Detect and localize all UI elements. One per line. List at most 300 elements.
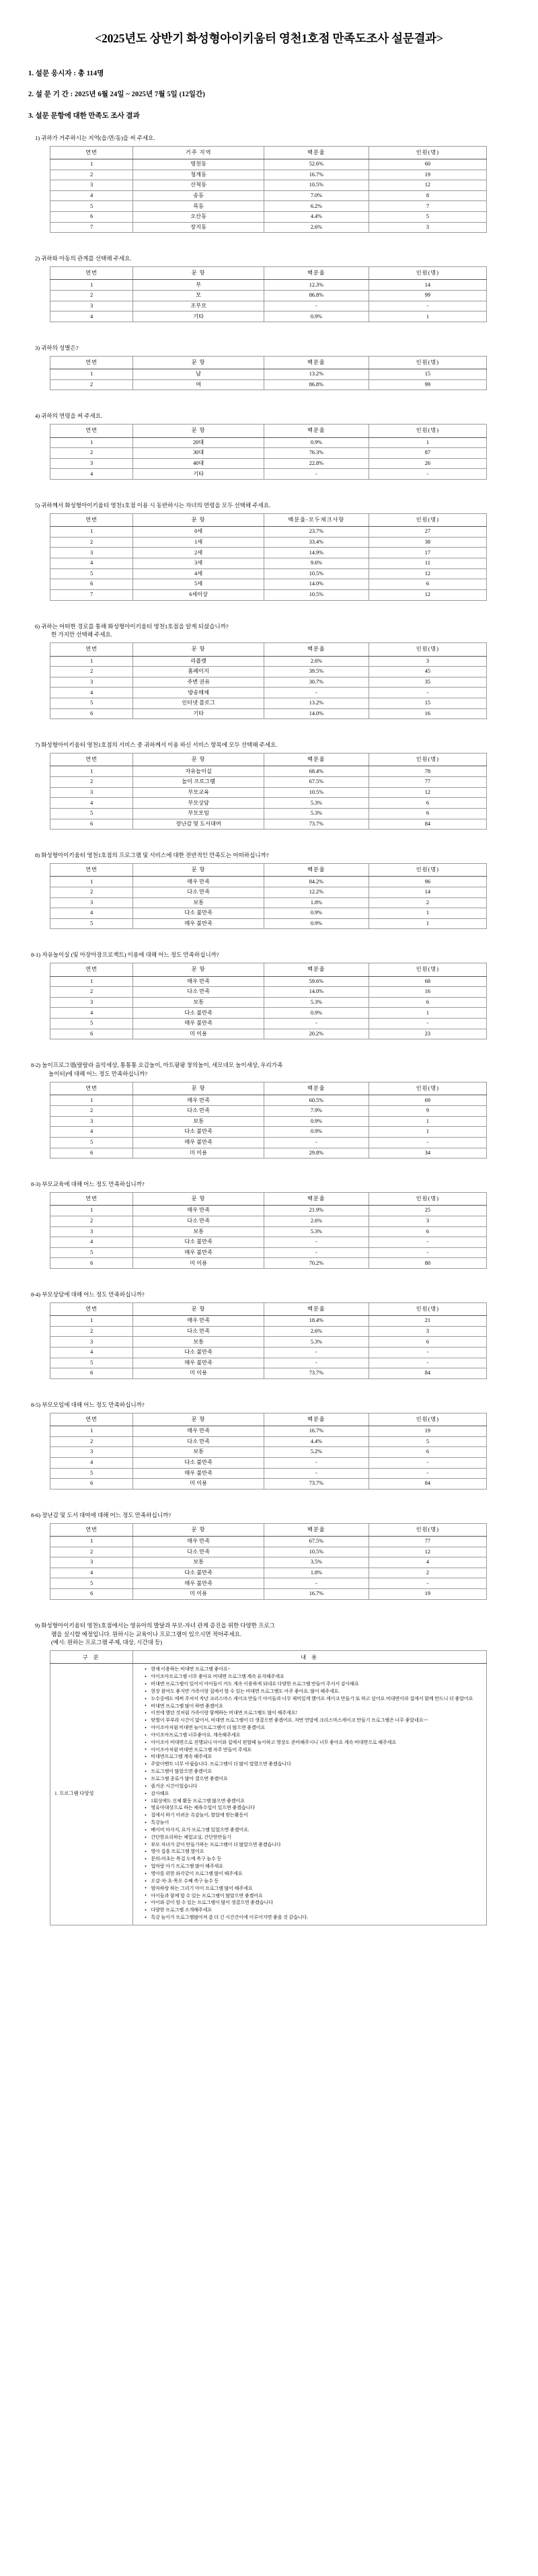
question-text-q3	[28, 344, 510, 353]
column-header-percent: 백분율	[264, 1523, 369, 1536]
table-row	[50, 1206, 487, 1216]
cell-item: 매우 불만족	[133, 1137, 264, 1148]
column-header-count: 인원(명)	[369, 1413, 486, 1426]
cell-item: 기타	[133, 469, 264, 480]
cell-percent: -	[264, 1468, 369, 1479]
column-header-percent: 백분율	[264, 356, 369, 369]
cell-count: 6	[369, 579, 486, 590]
column-header-count: 인원(명)	[369, 1193, 486, 1206]
table-row	[50, 918, 487, 929]
cell-item: 인터넷 블로그	[133, 698, 264, 709]
cell-count: 19	[369, 170, 486, 180]
comment-item: ● 아이들과 함께 할 수 있는 프로그램이 많았으면 좋겠어요	[145, 1892, 482, 1899]
question-text-q1	[28, 134, 510, 143]
block-spacer	[28, 1050, 510, 1061]
question-text-line: 6) 귀하는 어떠한 경로를 통해 화성형아이키움터 영천1호점을 알게 되셨습니까?	[35, 622, 229, 630]
result-table-q8-5	[50, 1413, 487, 1489]
cell-no: 6	[50, 1479, 133, 1489]
table-row	[50, 291, 487, 301]
cell-percent: 52.6%	[264, 159, 369, 170]
cell-percent: 2.6%	[264, 222, 369, 233]
table-row	[50, 1468, 487, 1479]
cell-no: 4	[50, 908, 133, 919]
cell-percent: 68.4%	[264, 766, 369, 777]
cell-no: 4	[50, 1568, 133, 1578]
column-header-percent: 백분율	[264, 643, 369, 656]
cell-no: 5	[50, 201, 133, 212]
question-text-line: 8-5) 부모모임에 대해 어느 정도 만족하십니까?	[31, 1401, 145, 1408]
cell-item: 다소 만족	[133, 1326, 264, 1337]
cell-count: 1	[369, 1116, 486, 1127]
cell-count: 4	[369, 1557, 486, 1568]
table-header-row	[50, 643, 487, 656]
result-table-q3	[50, 356, 487, 391]
question-text-continuation: 한 가지만 선택해 주세요.	[51, 631, 112, 638]
column-header-item: 문 항	[133, 753, 264, 766]
table-row	[50, 1258, 487, 1269]
cell-count: 1	[369, 908, 486, 919]
comment-item: ● 비대면프로그램 계속 해주세요	[145, 1753, 482, 1760]
table-header-row	[50, 267, 487, 280]
table-row	[50, 1436, 487, 1447]
cell-percent: 60.5%	[264, 1095, 369, 1106]
cell-percent: 2.6%	[264, 656, 369, 667]
cell-item: 보통	[133, 1116, 264, 1127]
cell-item: 보통	[133, 997, 264, 1008]
cell-item: 장지동	[133, 222, 264, 233]
table-row	[50, 1316, 487, 1327]
cell-no: 2	[50, 1216, 133, 1226]
cell-count: 16	[369, 708, 486, 719]
cell-no: 3	[50, 1447, 133, 1458]
cell-percent: 7.9%	[264, 1106, 369, 1117]
comment-item: ● 영아를 위한 와각같이 프로그램 많이 해주세요	[145, 1870, 482, 1877]
cell-no: 1	[50, 656, 133, 667]
table-row	[50, 558, 487, 569]
cell-item: 방송매체	[133, 688, 264, 698]
result-table-q8-2	[50, 1082, 487, 1158]
comment-item: ● 아이조아처럼 비대면 놀이프로그램이 더 많으면 좋겠어요	[145, 1724, 482, 1731]
cell-item: 매우 만족	[133, 1206, 264, 1216]
column-header-division: 구 분	[50, 1651, 133, 1664]
cell-no: 6	[50, 579, 133, 590]
cell-no: 3	[50, 548, 133, 558]
table-row	[50, 677, 487, 688]
column-header-item: 문 항	[133, 356, 264, 369]
table-row	[50, 280, 487, 291]
cell-count: 11	[369, 558, 486, 569]
cell-item: 매우 만족	[133, 1536, 264, 1547]
column-header-item: 문 항	[133, 513, 264, 526]
cell-no: 3	[50, 897, 133, 908]
table-row	[50, 908, 487, 919]
cell-count: 80	[369, 1258, 486, 1269]
cell-no: 4	[50, 1008, 133, 1019]
question-text-q9-line3: (예시: 원하는 프로그램 주제, 대상, 시간대 등)	[51, 1639, 163, 1646]
cell-item: 30대	[133, 448, 264, 459]
comment-item: ● 비대면 프로그램이 있어서 아이들이 커도 계속 이용하게 되네요 다양한 프로그램 만들어 주서서 감사해요	[145, 1681, 482, 1687]
question-text-q5	[28, 501, 510, 510]
cell-count: 77	[369, 1536, 486, 1547]
cell-no: 2	[50, 1326, 133, 1337]
comment-item: ● 아이조아처럼 비대면 프로그램 자주 만들어 주세요	[145, 1746, 482, 1753]
cell-percent: 0.9%	[264, 437, 369, 448]
cell-item: 다소 불만족	[133, 1127, 264, 1138]
cell-percent: 18.4%	[264, 1316, 369, 1327]
question-text-line: 7) 화성형아이키움터 영천1호점의 서비스 중 귀하께서 이용 하신 서비스 항목에 모두 선택해 주세요.	[35, 741, 278, 749]
block-spacer	[28, 490, 510, 501]
table-row	[50, 1216, 487, 1226]
cell-count: 6	[369, 1337, 486, 1348]
cell-item: 미 이용	[133, 1589, 264, 1600]
cell-count: 14	[369, 887, 486, 897]
result-table-q8-4	[50, 1302, 487, 1379]
cell-percent: 67.5%	[264, 777, 369, 788]
cell-count: 38	[369, 537, 486, 548]
table-header-row	[50, 963, 487, 976]
cell-percent: 29.8%	[264, 1148, 369, 1158]
table-row	[50, 1547, 487, 1557]
table-row	[50, 1447, 487, 1458]
column-header-no: 연번	[50, 1523, 133, 1536]
question-text-line: 3) 귀하의 성별은?	[35, 344, 79, 351]
question-text-line: 8-3) 부모교육에 대해 어느 정도 만족하십니까?	[31, 1181, 145, 1188]
cell-no: 2	[50, 291, 133, 301]
cell-count: 5	[369, 212, 486, 223]
result-table-q4	[50, 424, 487, 480]
table-row	[50, 1116, 487, 1127]
cell-percent: 59.6%	[264, 976, 369, 987]
table-row	[50, 527, 487, 538]
cell-item: 매우 만족	[133, 976, 264, 987]
cell-item: 매우 불만족	[133, 1247, 264, 1258]
comment-item: ● 아이와 같이 할 수 있는 프로그램이 많이 생겼으면 좋겠습니다	[145, 1899, 482, 1906]
cell-no: 2	[50, 170, 133, 180]
question-text-q2	[28, 254, 510, 263]
column-header-item: 문 항	[133, 963, 264, 976]
column-header-count: 인원(명)	[369, 425, 486, 437]
comment-item: ● 오감·차·초·목오 수째 축구 놀수 등	[145, 1878, 482, 1884]
table-row	[50, 708, 487, 719]
cell-item: 보통	[133, 1447, 264, 1458]
table-row	[50, 170, 487, 180]
cell-count: -	[369, 1457, 486, 1468]
cell-count: 3	[369, 222, 486, 233]
cell-count: 1	[369, 918, 486, 929]
cell-percent: 5.3%	[264, 1337, 369, 1348]
cell-percent: 4.4%	[264, 1436, 369, 1447]
column-header-no: 연번	[50, 1193, 133, 1206]
table-row	[50, 1137, 487, 1148]
table-row	[50, 1337, 487, 1348]
cell-item: 장난감 및 도서대여	[133, 819, 264, 830]
cell-no: 1	[50, 1426, 133, 1437]
cell-no: 1	[50, 159, 133, 170]
question-block-q8-5	[28, 1401, 510, 1489]
cell-item: 매우 불만족	[133, 1019, 264, 1029]
column-header-no: 연번	[50, 267, 133, 280]
table-row	[50, 469, 487, 480]
cell-count: 12	[369, 589, 486, 600]
cell-no: 5	[50, 1578, 133, 1589]
cell-item: 다소 불만족	[133, 1348, 264, 1358]
question-block-q8-6	[28, 1511, 510, 1600]
column-header-no: 연번	[50, 513, 133, 526]
column-header-no: 연번	[50, 753, 133, 766]
cell-item: 매우 만족	[133, 1316, 264, 1327]
cell-no: 2	[50, 887, 133, 897]
table-row	[50, 987, 487, 998]
comment-item: ● 현장 참여도 좋지만 가족이랑 집에서 할 수 있는 비대면 프로그램도 아주 좋아요. 많이 해주세요.	[145, 1688, 482, 1695]
question-block-q3	[28, 344, 510, 390]
block-spacer	[28, 401, 510, 412]
cell-no: 4	[50, 558, 133, 569]
cell-no: 2	[50, 987, 133, 998]
cell-percent: 16.7%	[264, 1426, 369, 1437]
cell-no: 4	[50, 469, 133, 480]
cell-no: 6	[50, 1029, 133, 1039]
table-row	[50, 589, 487, 600]
result-table-q6	[50, 642, 487, 719]
cell-percent: 86.8%	[264, 379, 369, 390]
cell-percent: 2.6%	[264, 1326, 369, 1337]
comment-item: ● 비대면 프로그램 많이 하면 좋겠어요	[145, 1703, 482, 1709]
cell-count: 3	[369, 1326, 486, 1337]
table-row	[50, 212, 487, 223]
cell-count: 17	[369, 548, 486, 558]
cell-no: 6	[50, 212, 133, 223]
block-spacer	[28, 333, 510, 344]
cell-percent: 10.5%	[264, 180, 369, 191]
cell-percent: 0.9%	[264, 1116, 369, 1127]
cell-item: 미 이용	[133, 1368, 264, 1379]
result-table-q8-1	[50, 963, 487, 1039]
table-row	[50, 667, 487, 677]
cell-item: 오산동	[133, 212, 264, 223]
cell-count: 1	[369, 437, 486, 448]
cell-no: 3	[50, 787, 133, 798]
cell-no: 6	[50, 1148, 133, 1158]
cell-item: 미 이용	[133, 1029, 264, 1039]
table-row	[50, 548, 487, 558]
cell-item: 청계동	[133, 170, 264, 180]
question-text-line: 8-1) 자유놀이실 (및 아장아장프로젝트) 이용에 대해 어느 정도 만족하십니까?	[31, 951, 219, 959]
cell-item: 2세	[133, 548, 264, 558]
cell-item: 여	[133, 379, 264, 390]
cell-count: 26	[369, 458, 486, 469]
result-table-q8	[50, 863, 487, 929]
comment-item: ● 프로그램 종류가 많아 졌으면 좋겠어요	[145, 1775, 482, 1782]
block-spacer	[28, 940, 510, 951]
cell-count: 21	[369, 1316, 486, 1327]
cell-count: 12	[369, 1547, 486, 1557]
column-header-percent: 백분율	[264, 1413, 369, 1426]
table-header-row	[50, 1193, 487, 1206]
column-header-no: 연번	[50, 425, 133, 437]
question-block-q9	[28, 1621, 510, 1925]
cell-no: 2	[50, 537, 133, 548]
question-text-q7	[28, 741, 510, 749]
table-row	[50, 1237, 487, 1248]
table-row	[50, 877, 487, 887]
cell-item: 보통	[133, 1226, 264, 1237]
table-row	[50, 1029, 487, 1039]
question-block-q1	[28, 134, 510, 233]
cell-no: 1	[50, 1206, 133, 1216]
cell-percent: 1.8%	[264, 897, 369, 908]
table-row	[50, 1536, 487, 1547]
cell-no: 3	[50, 1116, 133, 1127]
question-text-q8-3	[28, 1180, 510, 1189]
cell-no: 3	[50, 458, 133, 469]
column-header-count: 인원(명)	[369, 643, 486, 656]
comment-item: ● 집에서 하기 어려운 촉감놀이, 발달에 맞는활동이	[145, 1812, 482, 1818]
column-header-item: 문 항	[133, 1413, 264, 1426]
freetext-row-content	[133, 1664, 487, 1925]
cell-item: 5세	[133, 579, 264, 590]
column-header-count: 인원(명)	[369, 513, 486, 526]
block-spacer	[28, 1280, 510, 1290]
question-block-q5	[28, 501, 510, 601]
result-table-q8-3	[50, 1192, 487, 1269]
cell-percent: -	[264, 1247, 369, 1258]
column-header-percent: 백분율	[264, 425, 369, 437]
column-header-count: 인원(명)	[369, 753, 486, 766]
cell-no: 4	[50, 1348, 133, 1358]
cell-count: 84	[369, 1479, 486, 1489]
cell-item: 자유놀이실	[133, 766, 264, 777]
table-row	[50, 997, 487, 1008]
table-row	[50, 1358, 487, 1368]
cell-percent: -	[264, 1019, 369, 1029]
column-header-no: 연번	[50, 1302, 133, 1315]
question-block-q8-4	[28, 1290, 510, 1379]
result-table-q1	[50, 146, 487, 233]
cell-no: 5	[50, 1137, 133, 1148]
table-row	[50, 819, 487, 830]
page-title: <2025년도 상반기 화성형아이키움터 영천1호점 만족도조사 설문결과>	[95, 32, 443, 45]
result-table-q5	[50, 513, 487, 601]
cell-count: 7	[369, 201, 486, 212]
cell-no: 6	[50, 1368, 133, 1379]
comment-item: ● 부모 자녀가 같이 만들기하는 프로그램이 더 많았으면 좋겠습니다	[145, 1841, 482, 1848]
cell-percent: 73.7%	[264, 819, 369, 830]
cell-item: 매우 만족	[133, 1095, 264, 1106]
cell-item: 송동	[133, 190, 264, 201]
result-table-q7	[50, 753, 487, 830]
cell-no: 1	[50, 1316, 133, 1327]
table-header-row	[50, 1082, 487, 1095]
cell-no: 1	[50, 766, 133, 777]
table-header-row	[50, 513, 487, 526]
cell-percent: -	[264, 301, 369, 311]
table-row	[50, 1348, 487, 1358]
question-text-q8-1	[28, 951, 510, 959]
cell-percent: 6.2%	[264, 201, 369, 212]
cell-item: 다소 불만족	[133, 1237, 264, 1248]
cell-percent: 3.5%	[264, 1557, 369, 1568]
table-header-row	[50, 356, 487, 369]
comment-item: ● 특강놀이	[145, 1819, 482, 1826]
cell-percent: -	[264, 1457, 369, 1468]
cell-count: 15	[369, 369, 486, 380]
table-header-row	[50, 146, 487, 159]
cell-percent: 13.2%	[264, 698, 369, 709]
cell-count: 78	[369, 766, 486, 777]
comment-item: ● 엄마하랑 하는 그리기 아이 프로그램 많이 해주세요	[145, 1885, 482, 1892]
cell-item: 보통	[133, 897, 264, 908]
cell-item: 0세	[133, 527, 264, 538]
cell-count: -	[369, 1578, 486, 1589]
cell-item: 조부모	[133, 301, 264, 311]
table-row	[50, 887, 487, 897]
comment-item: ● 다양한 프로그램 소개해주세요	[145, 1907, 482, 1913]
column-header-count: 인원(명)	[369, 356, 486, 369]
cell-percent: 5.3%	[264, 1226, 369, 1237]
table-row	[50, 458, 487, 469]
comment-item: ● 간단한요리하는 체험교실, 간단한만들기	[145, 1834, 482, 1841]
cell-count: -	[369, 1237, 486, 1248]
cell-percent: 14.0%	[264, 987, 369, 998]
table-row	[50, 1106, 487, 1117]
column-header-item: 문 항	[133, 267, 264, 280]
table-row	[50, 437, 487, 448]
column-header-no: 연번	[50, 356, 133, 369]
cell-no: 2	[50, 1106, 133, 1117]
column-header-content: 내 용	[133, 1651, 487, 1664]
cell-no: 5	[50, 1358, 133, 1368]
cell-count: 6	[369, 1447, 486, 1458]
block-spacer	[28, 612, 510, 622]
cell-item: 매우 불만족	[133, 918, 264, 929]
cell-item: 다소 만족	[133, 1436, 264, 1447]
cell-no: 2	[50, 777, 133, 788]
cell-no: 3	[50, 677, 133, 688]
table-row	[50, 579, 487, 590]
cell-percent: -	[264, 1348, 369, 1358]
table-row	[50, 301, 487, 311]
column-header-count: 인원(명)	[369, 1302, 486, 1315]
table-row	[50, 1019, 487, 1029]
cell-no: 7	[50, 222, 133, 233]
cell-item: 부	[133, 280, 264, 291]
table-row	[50, 976, 487, 987]
table-row	[50, 311, 487, 322]
table-row	[50, 787, 487, 798]
cell-item: 리플렛	[133, 656, 264, 667]
cell-percent: 0.9%	[264, 918, 369, 929]
table-row	[50, 568, 487, 579]
cell-percent: 0.9%	[264, 908, 369, 919]
column-header-no: 연번	[50, 146, 133, 159]
cell-no: 5	[50, 918, 133, 929]
cell-item: 기타	[133, 311, 264, 322]
result-table-q8-6	[50, 1523, 487, 1600]
cell-item: 1세	[133, 537, 264, 548]
cell-count: 12	[369, 180, 486, 191]
cell-no: 3	[50, 301, 133, 311]
cell-count: 3	[369, 656, 486, 667]
cell-no: 5	[50, 1247, 133, 1258]
cell-no: 2	[50, 1436, 133, 1447]
comment-item: ● 특강 놀이가 프로그램많아져 좀 더 긴 시간간이에 이루어지면 좋을 것 같습니다.	[145, 1914, 482, 1921]
cell-count: 19	[369, 1589, 486, 1600]
cell-no: 1	[50, 280, 133, 291]
block-spacer	[28, 1169, 510, 1180]
cell-item: 다소 만족	[133, 1216, 264, 1226]
comment-item: ● 아이조아프로그램 너무 좋아요 비대면 프로그램 계속 유지해주세요	[145, 1673, 482, 1680]
column-header-count: 인원(명)	[369, 1523, 486, 1536]
